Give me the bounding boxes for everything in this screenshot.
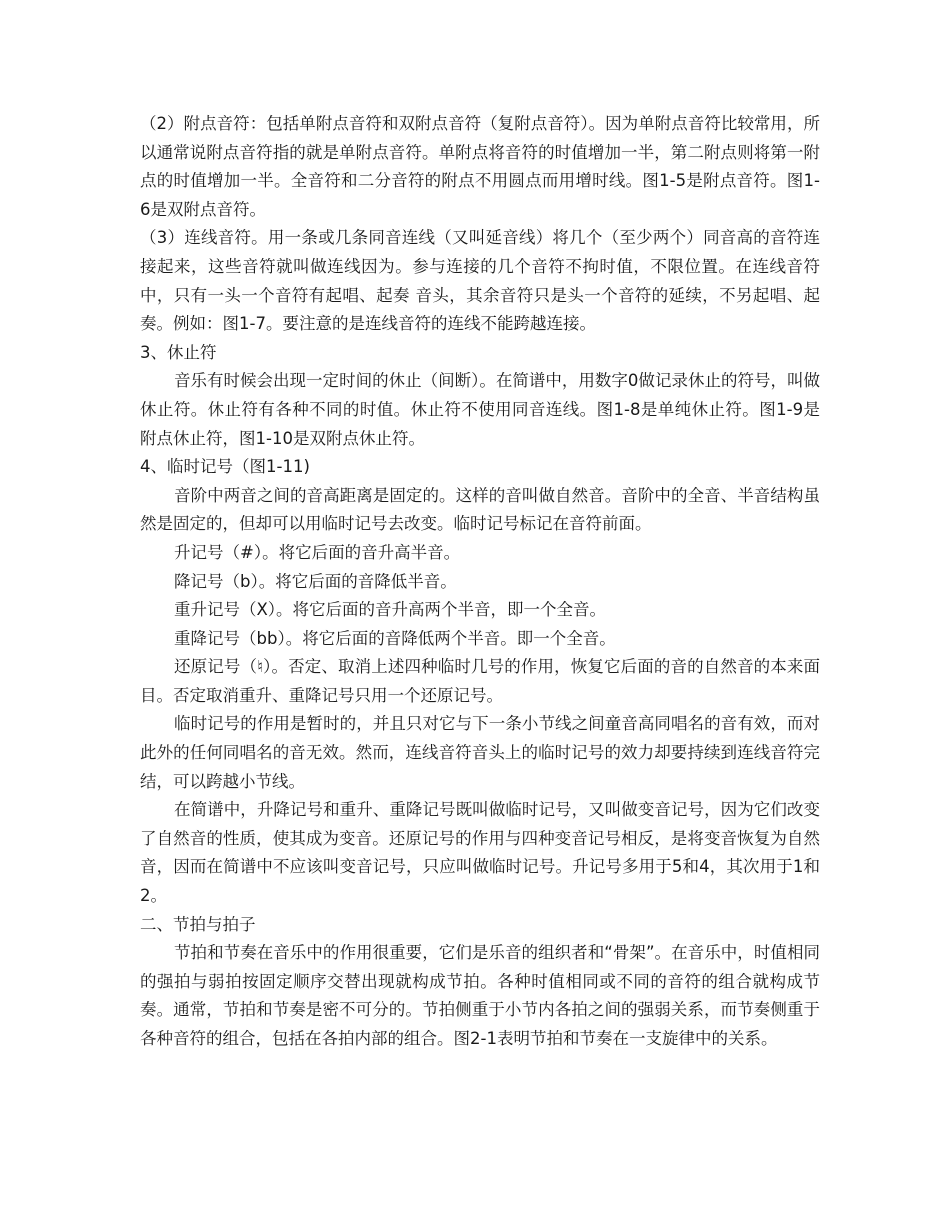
- document-body: [140, 110, 820, 1054]
- paragraph-flat: 降记号（b）。将它后面的音降低半音。: [174, 571, 457, 591]
- heading-accidentals: 4、临时记号（图1-11): [140, 457, 310, 477]
- paragraph-rests: 音乐有时候会出现一定时间的休止（间断）。在简谱中，用数字0做记录休止的符号，叫做休止符。休止符有各种不同的时值。休止符不使用同音连线。图1-8是单纯休止符。图1-9是附点休止符，图1-10是双附点休止符。: [140, 371, 820, 448]
- heading-rests: 3、休止符: [140, 342, 217, 362]
- paragraph-accidental-scope: 临时记号的作用是暂时的，并且只对它与下一条小节线之间童音高同唱名的音有效，而对此外的任何同唱名的音无效。然而，连线音符音头上的临时记号的效力却要持续到连线音符完结，可以跨越小节线。: [140, 714, 820, 791]
- paragraph-dotted-notes: （2）附点音符：包括单附点音符和双附点音符（复附点音符）。因为单附点音符比较常用，所以通常说附点音符指的就是单附点音符。单附点将音符的时值增加一半，第二附点则将第一附点的时值增加一半。全音符和二分音符的附点不用圆点而用增时线。图1-5是附点音符。图1-6是双附点音符。: [140, 114, 820, 219]
- paragraph-accidentals-intro: 音阶中两音之间的音高距离是固定的。这样的音叫做自然音。音阶中的全音、半音结构虽然是固定的，但却可以用临时记号去改变。临时记号标记在音符前面。: [140, 485, 820, 534]
- paragraph-tied-notes: （3）连线音符。用一条或几条同音连线（又叫延音线）将几个（至少两个）同音高的音符连接起来，这些音符就叫做连线因为。参与连接的几个音符不拘时值，不限位置。在连线音符中，只有一头一个音符有起唱、起奏 音头，其余音符只是头一个音符的延续，不另起唱、起奏。例如：图1-7。要注意的是连线音符的连线不能跨越连接。: [140, 228, 820, 334]
- paragraph-double-sharp: 重升记号（X）。将它后面的音升高两个半音，即一个全音。: [174, 600, 607, 620]
- paragraph-double-flat: 重降记号（bb）。将它后面的音降低两个半音。即一个全音。: [174, 628, 616, 648]
- paragraph-natural: 还原记号（♮）。否定、取消上述四种临时几号的作用，恢复它后面的音的自然音的本来面目。否定取消重升、重降记号只用一个还原记号。: [140, 657, 820, 705]
- heading-meter-and-beats: 二、节拍与拍子: [140, 914, 256, 934]
- paragraph-alteration-signs: 在简谱中，升降记号和重升、重降记号既叫做临时记号，又叫做变音记号，因为它们改变了自然音的性质，使其成为变音。还原记号的作用与四种变音记号相反，是将变音恢复为自然音，因而在简谱中不应该叫变音记号，只应叫做临时记号。升记号多用于5和4，其次用于1和2。: [140, 800, 820, 906]
- paragraph-meter-rhythm: 节拍和节奏在音乐中的作用很重要，它们是乐音的组织者和“骨架”。在音乐中，时值相同的强拍与弱拍按固定顺序交替出现就构成节拍。各种时值相同或不同的音符的组合就构成节奏。通常，节拍和节奏是密不可分的。节拍侧重于小节内各拍之间的强弱关系，而节奏侧重于各种音符的组合，包括在各拍内部的组合。图2-1表明节拍和节奏在一支旋律中的关系。: [140, 943, 820, 1048]
- paragraph-sharp: 升记号（#）。将它后面的音升高半音。: [174, 542, 461, 562]
